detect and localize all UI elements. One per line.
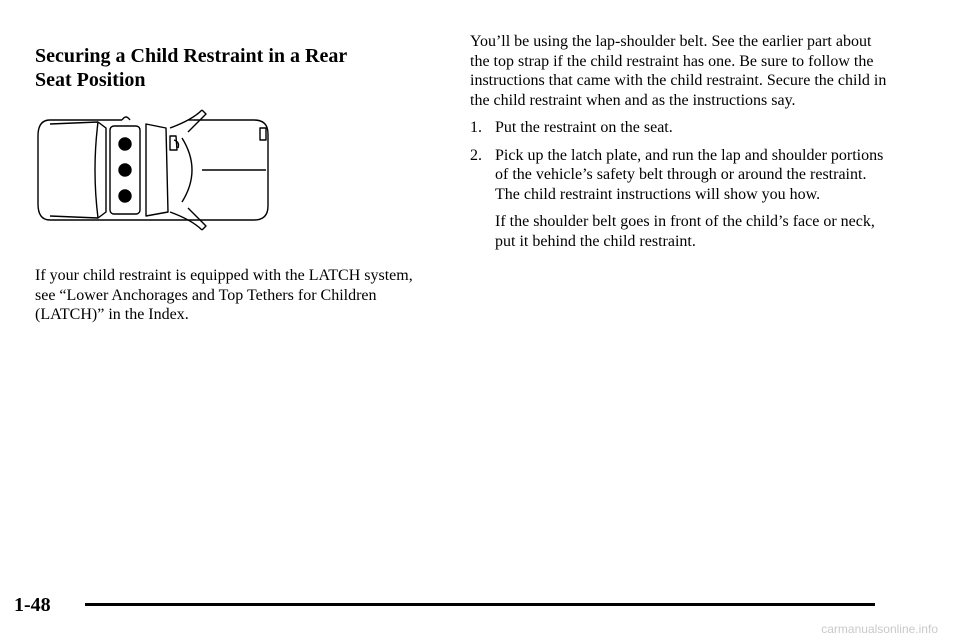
vehicle-top-view-icon xyxy=(36,106,272,234)
vehicle-diagram xyxy=(36,106,272,234)
step-item xyxy=(470,118,890,138)
section-heading-line-2: Seat Position xyxy=(35,69,146,91)
step-text: Pick up the latch plate, and run the lap and shoulder portions of the vehicle’s safety belt through or around the restraint. The child restraint instructions will show you how. xyxy=(495,146,884,203)
step-note: If the shoulder belt goes in front of the child’s face or neck, put it behind the child restraint. xyxy=(495,213,875,250)
section-heading-line-1: Securing a Child Restraint in a Rear xyxy=(35,45,348,67)
step-number: 2. xyxy=(470,146,482,164)
step-number: 1. xyxy=(470,119,482,136)
step-text: Put the restraint on the seat. xyxy=(495,119,673,136)
latch-paragraph: If your child restraint is equipped with the LATCH system, see “Lower Anchorages and Top Tethers for Children (LATCH)” in the Index. xyxy=(35,267,413,323)
footer-rule xyxy=(85,603,875,606)
section-heading xyxy=(35,44,415,92)
intro-paragraph: You’ll be using the lap-shoulder belt. See the earlier part about the top strap if the child restraint has one. Be sure to follow the instructions that came with the child restraint. Secure the child in the child restraint when and as the instructions say. xyxy=(470,33,887,109)
step-item xyxy=(470,146,890,252)
page-number: 1-48 xyxy=(14,594,51,616)
steps-list xyxy=(470,118,890,251)
instructions-column xyxy=(470,32,890,251)
watermark: carmanualsonline.info xyxy=(821,622,938,636)
